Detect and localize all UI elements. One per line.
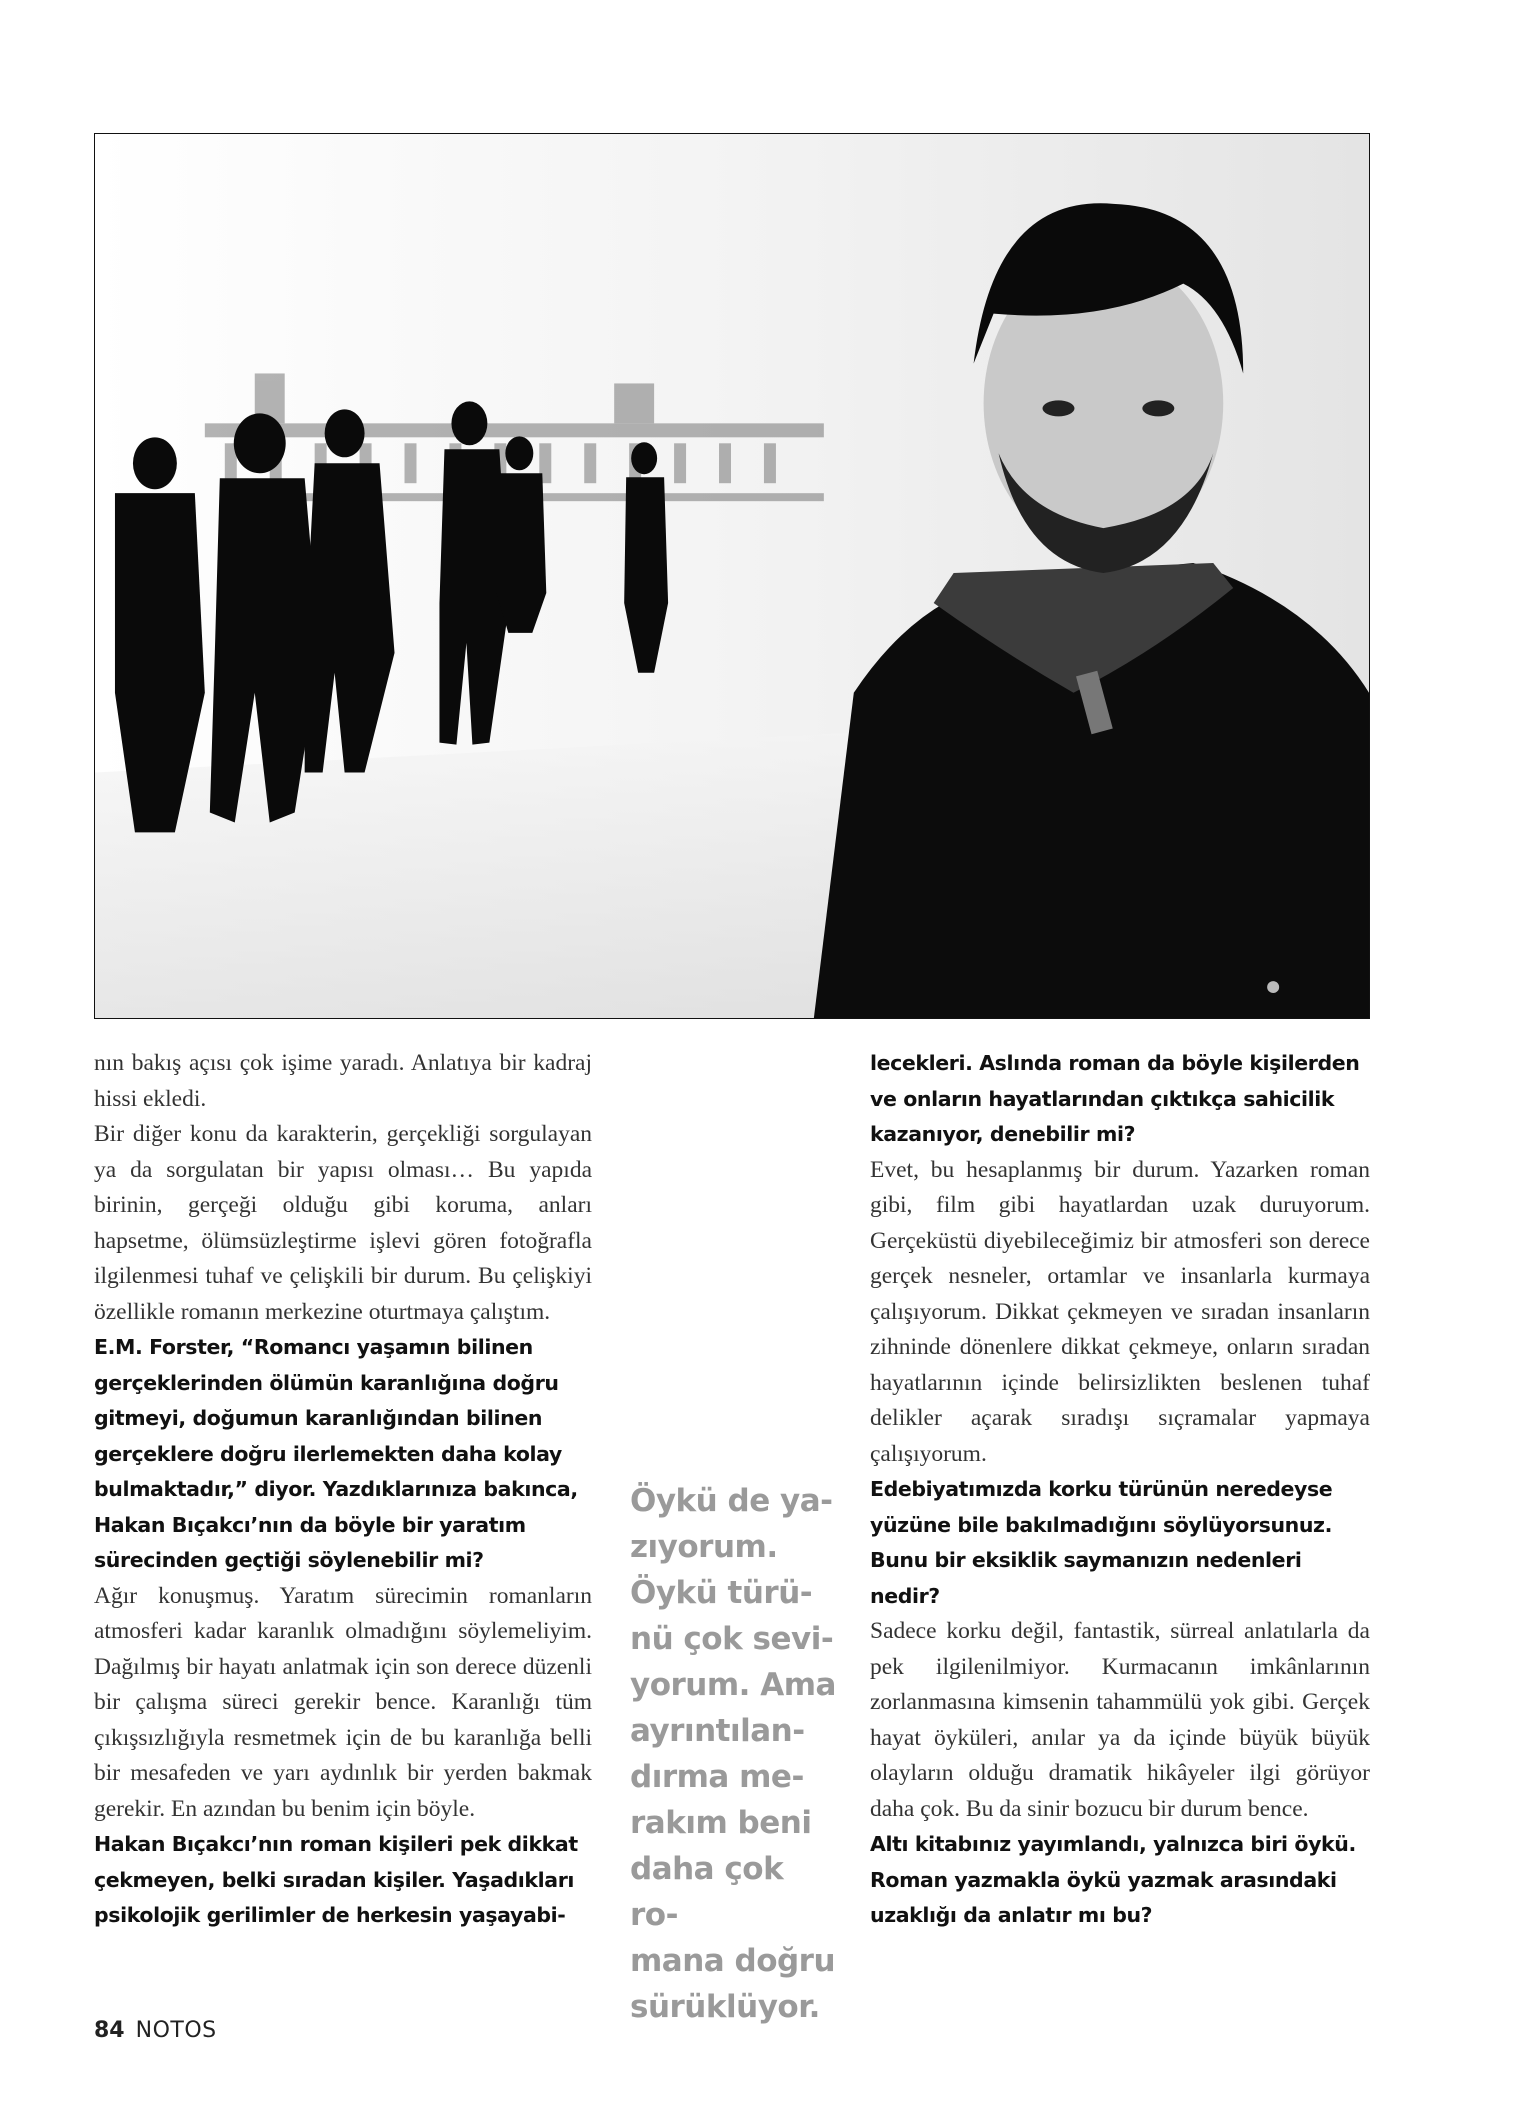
interview-question: Edebiyatımızda korku türünün neredeyse yüzüne bile bakılmadığını söylüyorsunuz. Bunu bir eksiklik saymanızın nedenleri nedir?	[870, 1477, 1333, 1608]
photo-illustration	[95, 134, 1369, 1018]
paragraph: Ağır konuşmuş. Yaratım sürecimin romanların atmosferi kadar karanlık olmadığını söylemeliyim. Dağılmış bir hayatı anlatmak için son derece düzenli bir çalışma süreci gerekir bence. Karanlığı tüm çıkışsızlığıyla resmetmek için de bu karanlığa belli bir mesafeden ve yarı aydınlık bir yerden bakmak gerekir. En azından bu benim için böyle.	[94, 1582, 592, 1822]
interview-question: lecekleri. Aslında roman da böyle kişilerden ve onların hayatlarından çıktıkça sahicilik kazanıyor, denebilir mi?	[870, 1051, 1360, 1146]
left-column	[94, 1046, 592, 1934]
paragraph: nın bakış açısı çok işime yaradı. Anlatıya bir kadraj hissi ekledi.	[94, 1050, 592, 1112]
magazine-name: NOTOS	[135, 2018, 217, 2043]
interview-question: Hakan Bıçakcı’nın roman kişileri pek dikkat çekmeyen, belki sıradan kişiler. Yaşadıkları psikolojik gerilimler de herkesin yaşayabi-	[94, 1832, 578, 1927]
right-column	[870, 1046, 1370, 1934]
pull-quote: Öykü de ya- zıyorum. Öykü türü- nü çok sevi- yorum. Ama ayrıntılan- dırma me- rakım beni daha çok ro- mana doğru sürüklüyor.	[630, 1483, 836, 2025]
paragraph: Evet, bu hesaplanmış bir durum. Yazarken roman gibi, film gibi hayatlardan uzak duruyorum. Gerçeküstü diyebileceğimiz bir atmosferi son derece gerçek nesneler, ortamlar ve insanlarla kurmaya çalışıyorum. Dikkat çekmeyen ve sıradan insanların zihninde dönenlere dikkat çekmeye, onların sıradan hayatlarının içinde belirsizlikten beslenen tuhaf delikler açarak sıradışı sıçramalar yapmaya çalışıyorum.	[870, 1156, 1370, 1467]
page-footer	[94, 2018, 217, 2043]
interview-question: E.M. Forster, “Romancı yaşamın bilinen gerçeklerinden ölümün karanlığına doğru gitmeyi, doğumun karanlığından bilinen gerçeklere doğru ilerlemekten daha kolay bulmaktadır,” diyor. Yazdıklarınıza bakınca, Hakan Bıçakcı’nın da böyle bir yaratım sürecinden geçtiği söylenebilir mi?	[94, 1335, 578, 1572]
interview-question: Altı kitabınız yayımlandı, yalnızca biri öykü. Roman yazmakla öykü yazmak arasındaki uzaklığı da anlatır mı bu?	[870, 1832, 1356, 1927]
paragraph: Bir diğer konu da karakterin, gerçekliği sorgulayan ya da sorgulatan bir yapısı olması… Bu yapıda birinin, gerçeği olduğu gibi koruma, anları hapsetme, ölümsüzleştirme işlevi gören fotoğrafla ilgilenmesi tuhaf ve çelişkili bir durum. Bu çelişkiyi özellikle romanın merkezine oturtmaya çalıştım.	[94, 1121, 592, 1325]
author-photo	[94, 133, 1370, 1019]
paragraph: Sadece korku değil, fantastik, sürreal anlatılarla da pek ilgilenilmiyor. Kurmacanın imkânlarının zorlanmasına kimsenin tahammülü yok gibi. Gerçek hayat öyküleri, anılar ya da içinde büyük büyük olayların olduğu dramatik hikâyeler ilgi görüyor daha çok. Bu da sinir bozucu bir durum bence.	[870, 1618, 1370, 1822]
page-number: 84	[94, 2018, 125, 2043]
